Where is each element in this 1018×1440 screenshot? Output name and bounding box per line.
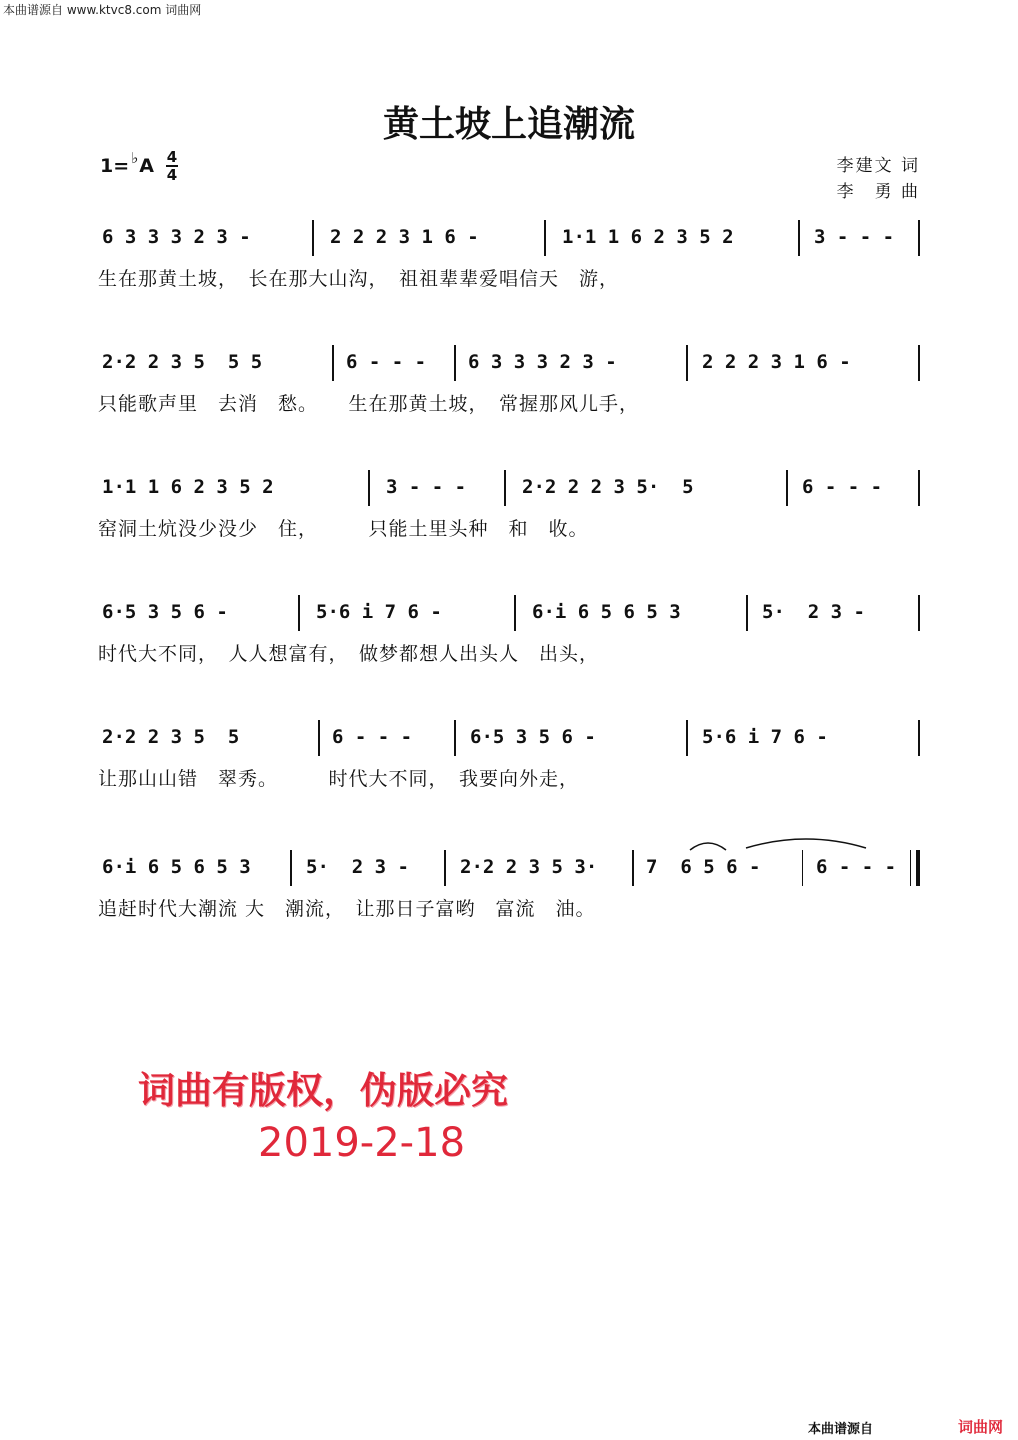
time-signature (166, 150, 178, 182)
bar-line (746, 595, 748, 631)
measure: 6 - - - (816, 856, 897, 878)
measure: 2·2 2 3 5 3· (460, 856, 598, 878)
bar-line (444, 850, 446, 886)
bar-line (454, 720, 456, 756)
bar-line (918, 470, 920, 506)
measure: 5·6 i 7 6 - (702, 726, 828, 748)
bar-line (312, 220, 314, 256)
bar-line (802, 850, 803, 886)
measure: 2·2 2 2 3 5· 5 (522, 476, 694, 498)
lyrics-line: 让那山山错 翠秀。 时代大不同， 我要向外走， (98, 768, 580, 790)
bar-line (454, 345, 456, 381)
score-system-6 (98, 850, 924, 930)
measure: 6·i 6 5 6 5 3 (102, 856, 251, 878)
meter-top: 4 (166, 148, 178, 166)
measure: 2·2 2 3 5 5 (102, 726, 240, 748)
bar-line (632, 850, 634, 886)
tie-arc (690, 843, 726, 850)
measure: 6 3 3 3 2 3 - (102, 226, 251, 248)
lyrics-line: 生在那黄土坡， 长在那大山沟， 祖祖辈辈爱唱信天 游， (98, 268, 620, 290)
bar-line (298, 595, 300, 631)
song-title: 黄土坡上追潮流 (382, 103, 635, 145)
measure: 1·1 1 6 2 3 5 2 (562, 226, 734, 248)
footer-source: 本曲谱源自 (808, 1422, 874, 1437)
measure: 5· 2 3 - (306, 856, 409, 878)
bar-line (798, 220, 800, 256)
flat-icon: ♭ (131, 149, 139, 167)
bar-line (918, 595, 920, 631)
bar-line (686, 345, 688, 381)
lyrics-line: 窑洞土炕没少没少 住， 只能土里头种 和 收。 (98, 518, 589, 540)
bar-line (544, 220, 546, 256)
measure: 2 2 2 3 1 6 - (330, 226, 479, 248)
measure: 1·1 1 6 2 3 5 2 (102, 476, 274, 498)
lyrics-line: 只能歌声里 去消 愁。 生在那黄土坡， 常握那风儿手， (98, 393, 640, 415)
meter-bottom: 4 (166, 166, 178, 184)
measure: 6 3 3 3 2 3 - (468, 351, 617, 373)
measure: 6 - - - (332, 726, 413, 748)
score-system-2 (98, 345, 924, 425)
measure: 5· 2 3 - (762, 601, 865, 623)
measure: 5·6 i 7 6 - (316, 601, 442, 623)
bar-line (918, 345, 920, 381)
bar-line (290, 850, 292, 886)
measure: 2·2 2 3 5 5 5 (102, 351, 263, 373)
bar-line (910, 850, 911, 886)
lyrics-line: 时代大不同， 人人想富有， 做梦都想人出头人 出头， (98, 643, 600, 665)
measure: 6 - - - (802, 476, 883, 498)
bar-line (786, 470, 788, 506)
measure: 6 - - - (346, 351, 427, 373)
bar-line (686, 720, 688, 756)
copyright-notice: 词曲有版权，伪版必究 (138, 1069, 508, 1112)
measure: 6·i 6 5 6 5 3 (532, 601, 681, 623)
bar-line (318, 720, 320, 756)
lyrics-line: 追赶时代大潮流 大 潮流， 让那日子富哟 富流 油。 (98, 898, 596, 920)
final-bar-line (916, 850, 920, 886)
measure: 3 - - - (814, 226, 895, 248)
composer-credit: 李 勇 曲 (836, 182, 920, 202)
measure: 7 6 5 6 - (646, 856, 761, 878)
measure: 6·5 3 5 6 - (102, 601, 228, 623)
measure: 6·5 3 5 6 - (470, 726, 596, 748)
bar-line (918, 220, 920, 256)
measure: 2 2 2 3 1 6 - (702, 351, 851, 373)
bar-line (504, 470, 506, 506)
bar-line (514, 595, 516, 631)
measure: 3 - - - (386, 476, 467, 498)
key-prefix: 1= (100, 155, 130, 177)
score-system-1 (98, 220, 924, 300)
footer-site[interactable]: 词曲网 (958, 1418, 1004, 1436)
header-watermark: 本曲谱源自 www.ktvc8.com 词曲网 (3, 3, 202, 17)
tie-arcs (686, 834, 926, 854)
bar-line (368, 470, 370, 506)
score-system-3 (98, 470, 924, 550)
date-stamp: 2019-2-18 (258, 1120, 466, 1166)
key-signature (100, 150, 178, 182)
tie-arc (746, 839, 866, 848)
score-system-5 (98, 720, 924, 800)
score-system-4 (98, 595, 924, 675)
bar-line (332, 345, 334, 381)
bar-line (918, 720, 920, 756)
key-note: A (139, 155, 154, 177)
lyricist-credit: 李建文 词 (836, 156, 920, 176)
